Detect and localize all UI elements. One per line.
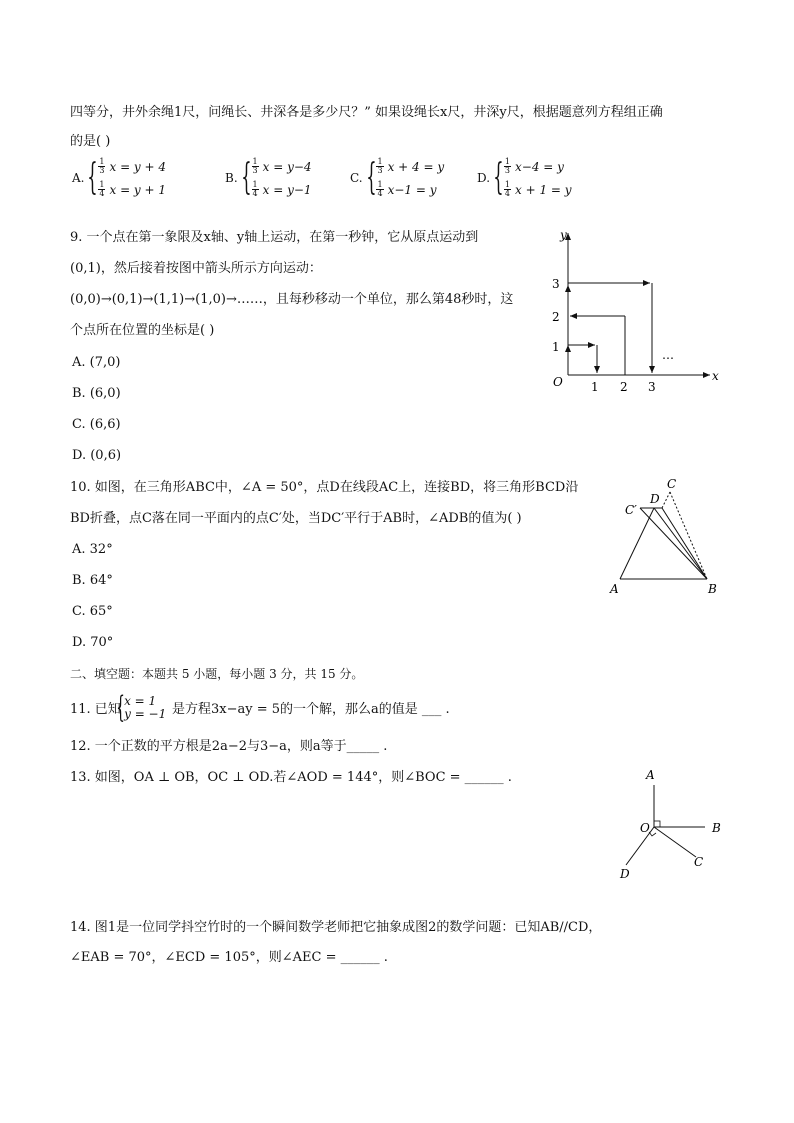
x-tick-3: 3 xyxy=(648,380,656,394)
q9-coordinate-figure xyxy=(540,225,730,400)
q11-eq2: y = −1 xyxy=(124,707,167,721)
q9-text-line3: (0,0)→(0,1)→(1,1)→(1,0)→……，且每秒移动一个单位，那么第48秒时，这 xyxy=(70,292,514,307)
q11-eq1: x = 1 xyxy=(124,694,157,708)
brace-icon: { xyxy=(87,157,99,198)
q11-prefix: 11. 已知 xyxy=(70,702,121,717)
q10-text-line2: BD折叠，点C落在同一平面内的点C′处，当DC′平行于AB时，∠ADB的值为( ) xyxy=(70,511,522,526)
q9-option-d[interactable]: D. (0,6) xyxy=(72,448,122,463)
q10-option-a[interactable]: A. 32° xyxy=(72,542,113,557)
vertex-o-label: O xyxy=(640,821,650,835)
equation-1: x = y + 4 xyxy=(109,159,167,174)
q14-text-line2: ∠EAB = 70°，∠ECD = 105°，则∠AEC = ______ . xyxy=(70,950,388,965)
option-label: C. xyxy=(350,171,363,185)
equation-1: x + 4 = y xyxy=(387,159,445,174)
q9-text-line2: (0,1)，然后接着按图中箭头所示方向运动： xyxy=(70,261,322,276)
option-label: B. xyxy=(225,171,238,185)
point-d-label: D xyxy=(650,492,660,506)
q10-triangle-figure xyxy=(600,472,730,600)
q10-option-c[interactable]: C. 65° xyxy=(72,604,113,619)
ray-a-label: A xyxy=(646,768,655,782)
q14-text-line1: 14. 图1是一位同学抖空竹时的一个瞬间数学老师把它抽象成图2的数学问题：已知AB//CD， xyxy=(70,920,602,935)
q11-suffix: 是方程3x−ay = 5的一个解，那么a的值是 ___ . xyxy=(172,702,450,717)
q13-text: 13. 如图，OA ⊥ OB，OC ⊥ OD.若∠AOD = 144°，则∠BOC = ______ . xyxy=(70,770,512,785)
y-tick-3: 3 xyxy=(552,277,560,291)
q8-text-line1: 四等分，井外余绳1尺，问绳长、井深各是多少尺？” 如果设绳长x尺，井深y尺，根据题意列方程组正确 xyxy=(70,105,663,120)
origin-label: O xyxy=(553,375,563,389)
q8-option-a[interactable]: A. { $\frac{1}{3}$ x = y + 4 $\frac{1}{4}$ x = y + 1 xyxy=(72,157,167,198)
y-tick-1: 1 xyxy=(552,340,560,354)
y-tick-2: 2 xyxy=(552,310,560,324)
option-label: D. xyxy=(477,171,491,185)
x-tick-2: 2 xyxy=(620,380,628,394)
q8-option-c[interactable]: C. { $\frac{1}{3}$ x + 4 = y $\frac{1}{4}$ x−1 = y xyxy=(350,157,445,198)
ray-b-label: B xyxy=(712,821,721,835)
equation-2: x + 1 = y xyxy=(515,182,572,197)
equation-1: x−4 = y xyxy=(515,159,564,174)
equation-2: x−1 = y xyxy=(387,182,437,197)
equation-2: x = y−1 xyxy=(262,182,312,197)
ray-c-label: C xyxy=(694,855,704,869)
brace-icon: { xyxy=(240,157,252,198)
q9-option-b[interactable]: B. (6,0) xyxy=(72,386,121,401)
q10-option-b[interactable]: B. 64° xyxy=(72,573,113,588)
section-heading: 二、填空题：本题共 5 小题，每小题 3 分，共 15 分。 xyxy=(70,667,364,681)
vertex-b-label: B xyxy=(708,582,717,596)
q9-text-line4: 个点所在位置的坐标是( ) xyxy=(70,323,215,338)
q8-text-line2: 的是( ) xyxy=(70,134,111,149)
q9-option-c[interactable]: C. (6,6) xyxy=(72,417,121,432)
equation-1: x = y−4 xyxy=(262,159,312,174)
brace-icon: { xyxy=(116,690,125,725)
q8-option-b[interactable]: B. { $\frac{1}{3}$ x = y−4 $\frac{1}{4}$ x = y−1 xyxy=(225,157,312,198)
option-label: A. xyxy=(72,171,85,185)
brace-icon: { xyxy=(365,157,377,198)
point-c-prime-label: C′ xyxy=(625,503,637,517)
brace-icon: { xyxy=(493,157,504,198)
q12-text: 12. 一个正数的平方根是2a−2与3−a，则a等于_____ . xyxy=(70,739,388,754)
q9-option-a[interactable]: A. (7,0) xyxy=(72,355,121,370)
q11-system xyxy=(116,690,167,725)
q13-perpendicular-figure xyxy=(610,765,730,885)
q10-text-line1: 10. 如图，在三角形ABC中，∠A = 50°，点D在线段AC上，连接BD，将三角形BCD沿 xyxy=(70,480,579,495)
vertex-c-label: C xyxy=(667,477,677,491)
ray-d-label: D xyxy=(620,867,630,881)
vertex-a-label: A xyxy=(610,582,619,596)
x-tick-1: 1 xyxy=(591,380,599,394)
x-axis-label: x xyxy=(712,369,719,383)
q8-option-d[interactable]: D. { $\frac{1}{3}$ x−4 = y $\frac{1}{4}$ x + 1 = y xyxy=(477,157,572,198)
equation-2: x = y + 1 xyxy=(109,182,167,197)
ellipsis: … xyxy=(662,348,674,362)
q10-option-d[interactable]: D. 70° xyxy=(72,635,114,650)
q9-text-line1: 9. 一个点在第一象限及x轴、y轴上运动，在第一秒钟，它从原点运动到 xyxy=(70,230,479,245)
y-axis-label: y xyxy=(560,228,567,242)
